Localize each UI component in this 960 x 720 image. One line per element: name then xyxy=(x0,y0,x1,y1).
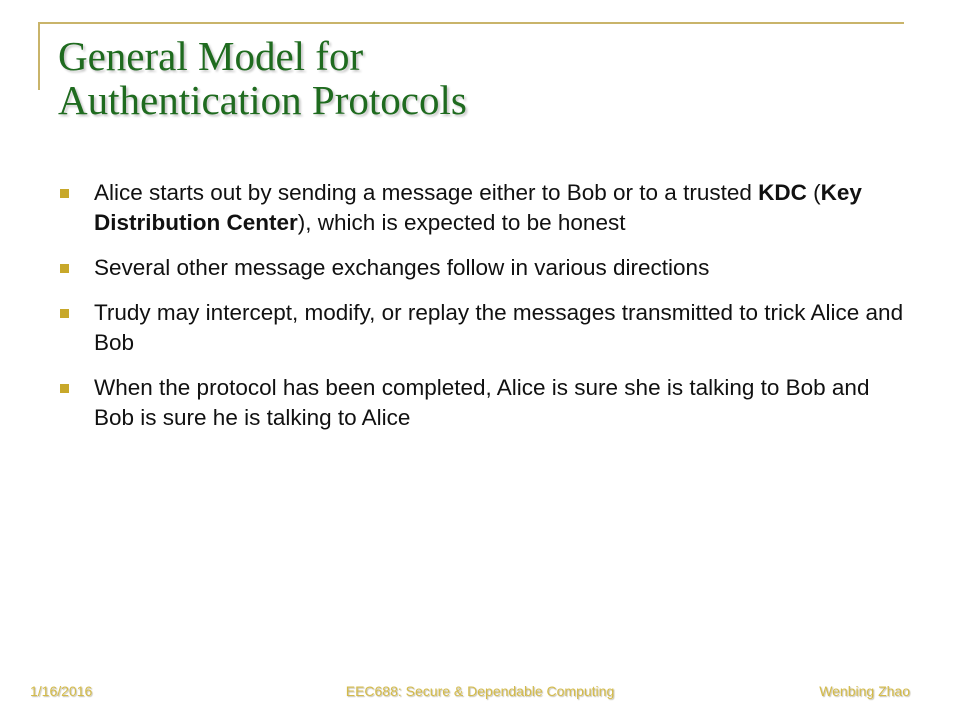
square-bullet-icon xyxy=(60,189,69,198)
slide-title-line-2: Authentication Protocols xyxy=(58,77,467,124)
bullet-list xyxy=(58,178,908,448)
title-left-rule xyxy=(38,22,40,90)
bullet-item xyxy=(58,373,908,433)
bullet-text: Trudy may intercept, modify, or replay the messages transmitted to trick Alice and Bob xyxy=(94,300,904,355)
slide-title-line-1: General Model for xyxy=(58,33,364,79)
square-bullet-icon xyxy=(60,384,69,393)
footer-course: EEC688: Secure & Dependable Computing xyxy=(345,683,615,699)
square-bullet-icon xyxy=(60,309,69,318)
footer-date: 1/16/2016 xyxy=(30,683,93,699)
bullet-text: Several other message exchanges follow in various directions xyxy=(94,255,710,280)
bullet-item xyxy=(58,178,908,238)
title-top-rule xyxy=(38,22,904,24)
bullet-text-bold: KDC xyxy=(758,180,807,205)
slide-title xyxy=(58,34,467,123)
bullet-text-bold: Key Distribution Center xyxy=(94,180,862,235)
square-bullet-icon xyxy=(60,264,69,273)
bullet-text: ), which is expected to be honest xyxy=(297,210,626,235)
footer-author: Wenbing Zhao xyxy=(819,683,910,699)
bullet-text: Alice starts out by sending a message either to Bob or to a trusted xyxy=(94,180,759,205)
bullet-item xyxy=(58,298,908,358)
bullet-text: ( xyxy=(806,180,821,205)
bullet-text: When the protocol has been completed, Alice is sure she is talking to Bob and Bob is sure he is talking to Alice xyxy=(94,375,870,430)
bullet-item xyxy=(58,253,908,283)
